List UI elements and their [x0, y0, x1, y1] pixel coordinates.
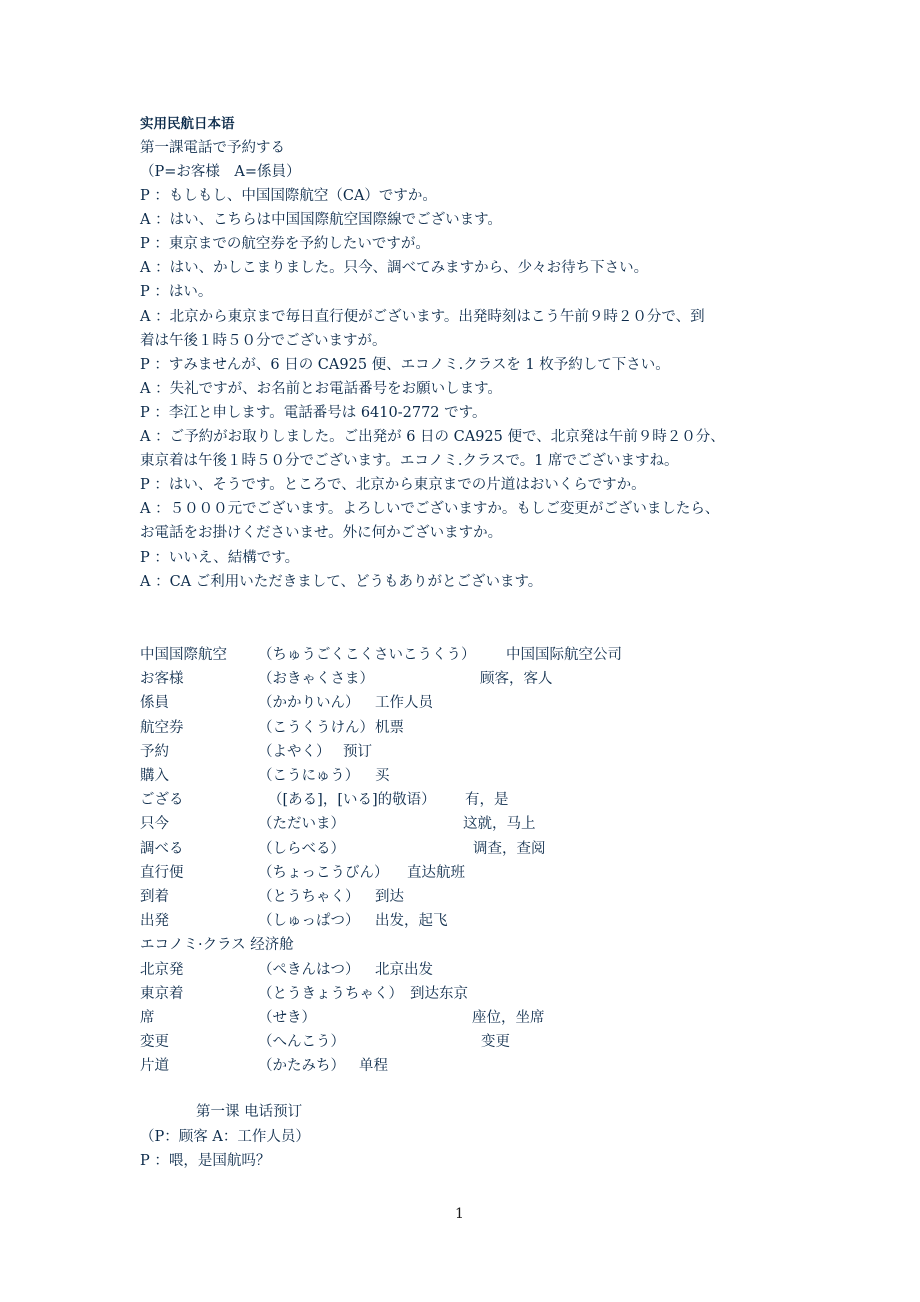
dialogue-line: A ：ご予約がお取りしました。ご出発が 6 日の CA925 便で、北京発は午前９時２０分、: [140, 429, 725, 445]
vocab-word: 只今: [140, 816, 169, 833]
dialogue-line: A ：失礼ですが、お名前とお電話番号をお願いします。: [140, 380, 502, 397]
vocab-reading: （ぺきんはつ）: [258, 961, 360, 978]
dialogue-line: P ：はい。: [140, 284, 213, 301]
vocab-word: エコノミ·クラス 经济舱: [140, 937, 294, 954]
vocab-reading: （とうきょうちゃく）: [258, 985, 403, 1002]
vocab-meaning: 单程: [359, 1058, 388, 1075]
page-number: 1: [455, 1206, 464, 1222]
dialogue-line: お電話をお掛けくださいませ。外に何かございますか。: [140, 525, 503, 542]
lesson-heading: 第一課電話で予約する: [140, 140, 285, 156]
dialogue-line: A ：５０００元でございます。よろしいでございますか。もしご変更がございましたら、: [140, 501, 720, 518]
vocab-reading: （[ある]，[いる]的敬语）: [268, 792, 436, 809]
vocab-meaning: 座位，坐席: [472, 1010, 545, 1026]
vocab-meaning: 这就，马上: [463, 816, 536, 833]
vocab-reading: （しゅっぱつ）: [258, 913, 360, 930]
dialogue-line: P ：はい、そうです。ところで、北京から東京までの片道はおいくらですか。: [140, 477, 646, 494]
dialogue-line: P ：李江と申します。電話番号は 6410-2772 です。: [140, 404, 487, 421]
doc-title: 实用民航日本语: [140, 116, 235, 132]
vocab-word: 席: [140, 1010, 155, 1026]
vocab-reading: （ちょっこうびん）: [258, 864, 389, 881]
dialogue-line: A ：はい、かしこまりました。只今、調べてみますから、少々お待ち下さい。: [140, 260, 649, 277]
vocab-meaning: 调查，查阅: [473, 840, 546, 857]
vocab-meaning: 到达东京: [410, 985, 468, 1002]
dialogue-line: P ：東京までの航空券を予約したいですが。: [140, 236, 430, 253]
vocab-meaning: 有，是: [465, 792, 509, 809]
dialogue-line: P ：すみませんが、6 日の CA925 便、エコノミ.クラスを 1 枚予約して下さい。: [140, 356, 670, 373]
cn-dialogue-line: P ：喂，是国航吗？: [140, 1153, 271, 1169]
roles-line: （P=お客様 A=係員）: [140, 164, 301, 180]
vocab-meaning: 中国国际航空公司: [506, 647, 622, 663]
dialogue-line: P ：いいえ、結構です。: [140, 549, 300, 566]
vocab-meaning: 直达航班: [407, 864, 465, 881]
cn-lesson-heading: 第一课 电话预订: [196, 1104, 303, 1120]
vocab-word: 調べる: [140, 840, 184, 857]
dialogue-line: 東京着は午後１時５０分でございます。エコノミ.クラスで。1 席でございますね。: [140, 453, 679, 470]
dialogue-line: A ：はい、こちらは中国国際航空国際線でございます。: [140, 212, 502, 229]
dialogue-line: P ：もしもし、中国国際航空（CA）ですか。: [140, 188, 437, 204]
vocab-meaning: 买: [375, 768, 390, 784]
vocab-reading: （かたみち）: [258, 1058, 345, 1075]
vocab-word: 片道: [140, 1058, 169, 1075]
dialogue-line: A ：CA ご利用いただきまして、どうもありがとございます。: [140, 573, 543, 590]
vocab-reading: （こうにゅう）: [258, 768, 360, 784]
vocab-word: 中国国際航空: [140, 647, 227, 663]
vocab-word: 東京着: [140, 985, 184, 1002]
vocab-meaning: 预订: [343, 743, 372, 760]
vocab-meaning: 机票: [375, 719, 404, 736]
vocab-meaning: 顾客，客人: [480, 671, 553, 688]
vocab-word: 北京発: [140, 961, 184, 978]
vocab-reading: （ただいま）: [258, 816, 345, 833]
vocab-meaning: 工作人员: [375, 695, 433, 712]
vocab-meaning: 出发，起飞: [375, 913, 448, 930]
vocab-word: 購入: [140, 768, 169, 784]
vocab-reading: （かかりいん）: [258, 695, 360, 712]
vocab-reading: （せき）: [258, 1010, 316, 1026]
vocab-reading: （ちゅうごくこくさいこうくう）: [258, 647, 476, 663]
vocab-meaning: 北京出发: [375, 961, 433, 978]
vocab-reading: （こうくうけん）: [258, 719, 374, 736]
dialogue-line: A ：北京から東京まで毎日直行便がございます。出発時刻はこう午前９時２０分で、到: [140, 308, 705, 325]
vocab-reading: （へんこう）: [258, 1034, 345, 1051]
vocab-reading: （とうちゃく）: [258, 889, 360, 905]
dialogue-line: 着は午後１時５０分でございますが。: [140, 332, 387, 349]
vocab-reading: （よやく）: [258, 743, 331, 760]
vocab-word: 直行便: [140, 864, 184, 881]
vocab-meaning: 到达: [375, 889, 404, 905]
vocab-word: 出発: [140, 913, 169, 930]
cn-roles-line: （P：顾客 A：工作人员）: [140, 1129, 310, 1145]
vocab-word: 航空券: [140, 719, 184, 736]
vocab-word: 係員: [140, 695, 169, 712]
vocab-word: 到着: [140, 889, 169, 905]
vocab-word: ござる: [140, 792, 184, 809]
vocab-word: お客様: [140, 671, 184, 688]
vocab-meaning: 变更: [481, 1034, 510, 1051]
vocab-reading: （しらべる）: [258, 840, 345, 857]
vocab-word: 予約: [140, 743, 169, 760]
vocab-word: 変更: [140, 1034, 169, 1051]
vocab-reading: （おきゃくさま）: [258, 671, 374, 688]
